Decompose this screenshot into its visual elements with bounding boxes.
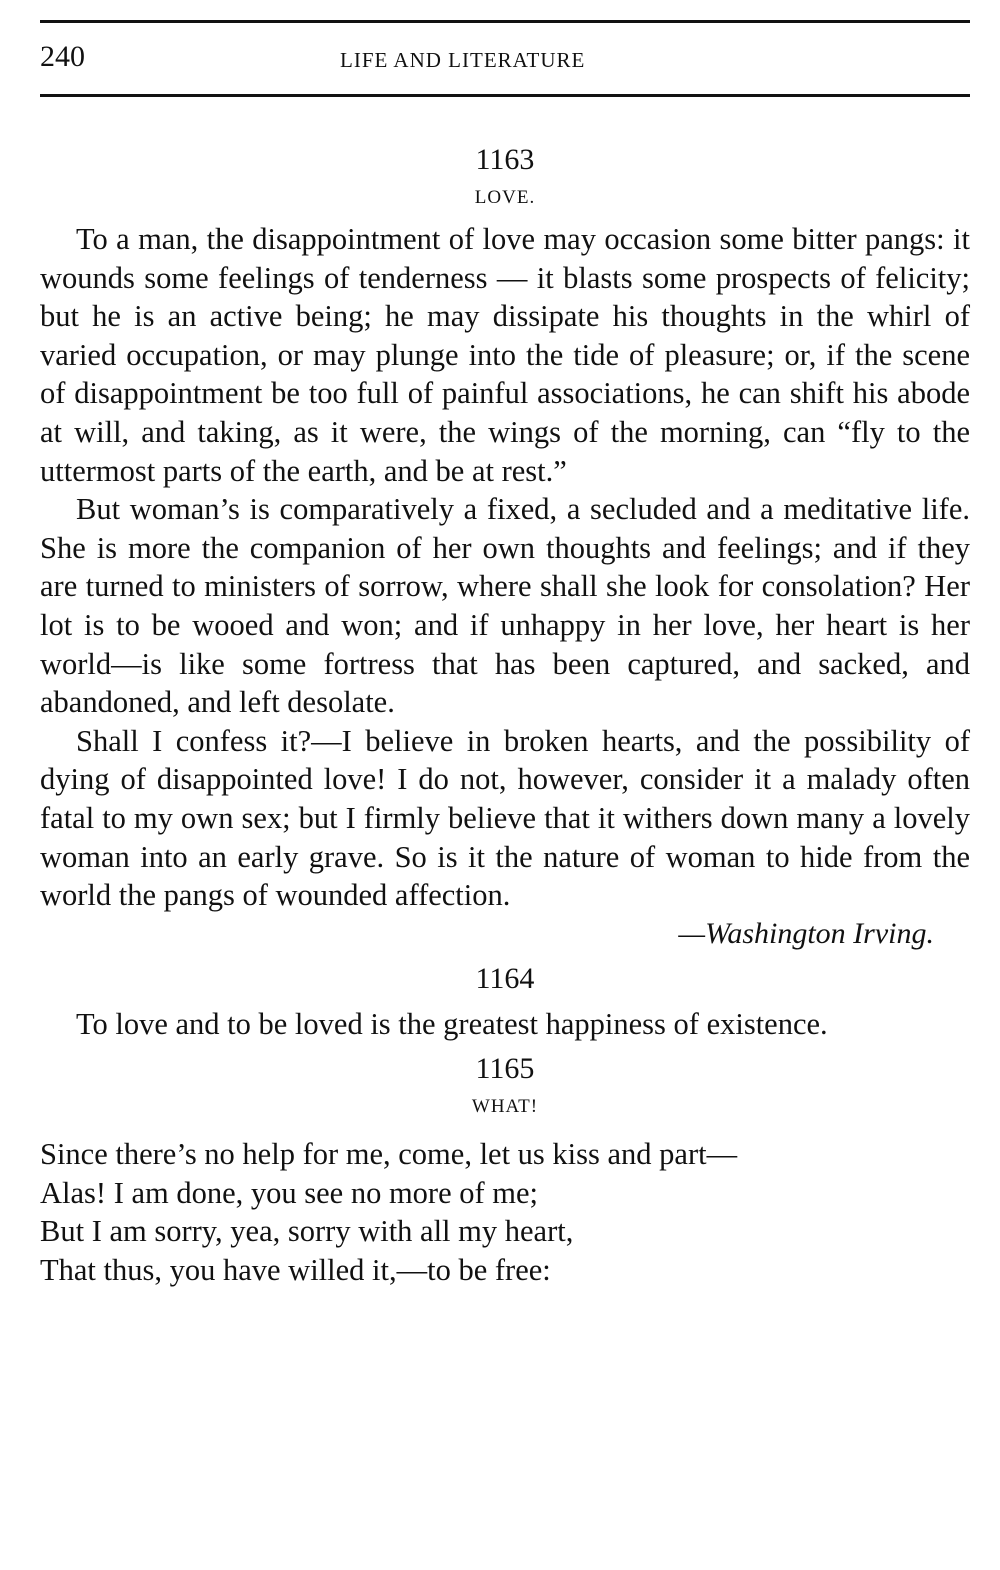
entry-title: WHAT! [471, 1096, 539, 1118]
paragraph: But woman’s is comparatively a fixed, a secluded and a meditative life. She is more the companion of her own thoughts and feelings; and if they are turned to ministers of sorrow, where shall she look for consolation? Her lot is to be wooed and won; and if unhappy in her love, her heart is her world—is like some fortress that has been captured, and sacked, and abandoned, and left desolate. [40, 492, 970, 720]
running-title: LIFE AND LITERATURE [340, 48, 586, 72]
entry-1165 [40, 1049, 970, 1289]
entry-number: 1165 [475, 1052, 535, 1086]
entry-number: 1163 [475, 143, 535, 176]
entry-title: LOVE. [474, 187, 536, 208]
running-head [40, 40, 970, 80]
verse-line: Alas! I am done, you see no more of me; [40, 1175, 539, 1210]
entry-1164 [40, 959, 970, 1044]
verse-line: That thus, you have willed it,—to be free: [40, 1253, 551, 1288]
page-content [40, 140, 970, 1290]
paragraph: To love and to be loved is the greatest happiness of existence. [76, 1006, 828, 1041]
attribution: —Washington Irving. [678, 916, 934, 950]
paragraph: To a man, the disappointment of love may occasion some bitter pangs: it wounds some feelings of tenderness — it blasts some prospects of felicity; but he is an active being; he may dissipate his thoughts in the whirl of varied occupation, or may plunge into the tide of pleasure; or, if the scene of disappointment be too full of painful associations, he can shift his abode at will, and taking, as it were, the wings of the morning, can “fly to the uttermost parts of the earth, and be at rest.” [40, 222, 970, 488]
page-number: 240 [40, 40, 85, 73]
verse-line: Since there’s no help for me, come, let us kiss and part— [40, 1137, 738, 1172]
header-rule-top [40, 20, 970, 23]
verse-line: But I am sorry, yea, sorry with all my heart, [40, 1214, 574, 1249]
entry-1163 [40, 140, 970, 953]
paragraph: Shall I confess it?—I believe in broken hearts, and the possibility of dying of disappointed love! I do not, however, consider it a malady often fatal to my own sex; but I firmly believe that it withers down many a lovely woman into an early grave. So is it the nature of woman to hide from the world the pangs of wounded affection. [40, 723, 970, 913]
entry-number: 1164 [475, 961, 535, 995]
header-rule-bottom [40, 94, 970, 97]
